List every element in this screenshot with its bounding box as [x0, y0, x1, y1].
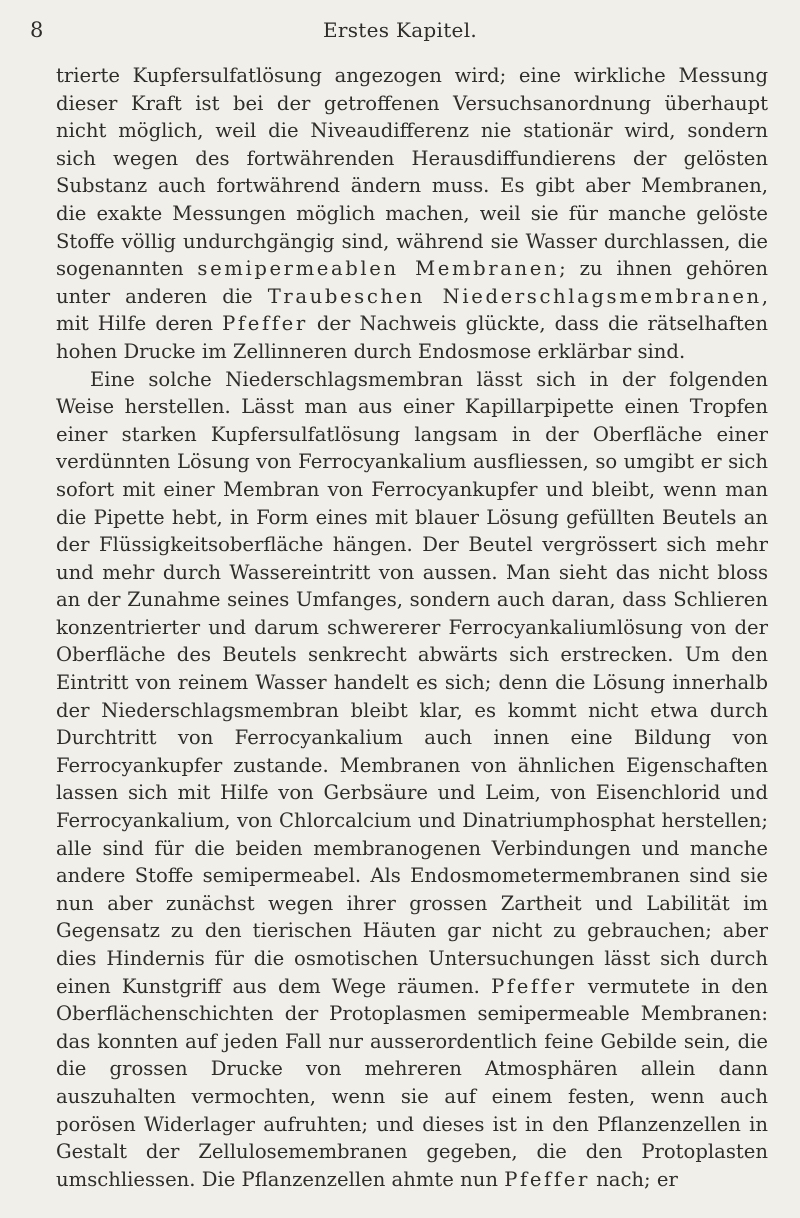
page-number: 8	[30, 18, 44, 42]
emphasized-text: Pfeffer	[491, 974, 577, 998]
text-segment: Eine solche Niederschlagsmembran lässt sich in der folgenden Weise herstellen. Lässt man aus einer Kapillarpipette einen Tropfen einer starken Kupfersulfatlösung langsam in der Oberfläche einer verdünnten Lösung von Ferrocyankalium ausfliessen, so umgibt er sich sofort mit einer Membran von Ferrocyankupfer und bleibt, wenn man die Pipette hebt, in Form eines mit blauer Lösung gefüllten Beutels an der Flüssigkeitsoberfläche hängen. Der Beutel vergrössert sich mehr und mehr durch Wassereintritt von aussen. Man sieht das nicht bloss an der Zunahme seines Umfanges, sondern auch daran, dass Schlieren konzentrierter und darum schwererer Ferrocyankaliumlösung von der Oberfläche des Beutels senkrecht abwärts sich erstrecken. Um den Eintritt von reinem Wasser handelt es sich; denn die Lösung innerhalb der Niederschlagsmembran bleibt klar, es kommt nicht etwa durch Durchtritt von Ferrocyankalium auch innen eine Bildung von Ferrocyankupfer zustande. Membranen von ähnlichen Eigenschaften lassen sich mit Hilfe von Gerbsäure und Leim, von Eisenchlorid und Ferrocyankalium, von Chlorcalcium und Dinatriumphosphat herstellen; alle sind für die beiden membranogenen Verbindungen und manche andere Stoffe semipermeabel. Als Endosmometermembranen sind sie nun aber zunächst wegen ihrer grossen Zartheit und Labilität im Gegensatz zu den tierischen Häuten gar nicht zu gebrauchen; aber dies Hindernis für die osmotischen Untersuchungen lässt sich durch einen Kunstgriff aus dem Wege räumen.	[56, 367, 768, 998]
text-segment: nach; er	[589, 1167, 678, 1191]
emphasized-text: Traubeschen Niederschlagsmembranen	[267, 284, 762, 308]
emphasized-text: Pfeffer	[504, 1167, 590, 1191]
text-segment: , mit Hilfe deren	[56, 284, 769, 336]
text-segment: der Nachweis glückte, dass die rätselhaften hohen Drucke im Zellinneren durch Endosmose erklärbar sind.	[56, 312, 768, 363]
text-segment: ; zu ihnen gehören unter anderen die	[56, 257, 768, 308]
paragraph	[56, 62, 768, 366]
text-segment: vermutete in den Oberflächenschichten der Protoplasmen semipermeable Membranen: das konnten auf jeden Fall nur ausserordentlich feine Gebilde sein, die die grossen Drucke von mehreren Atmosphären allein dann auszuhalten vermochten, wenn sie auf einem festen, wenn auch porösen Widerlager aufruhten; und dieses ist in den Pflanzenzellen in Gestalt der Zellulosemembranen gegeben, die den Protoplasten umschliessen. Die Pflanzenzellen ahmte nun	[56, 974, 769, 1191]
paragraph	[56, 366, 768, 1194]
text-segment: trierte Kupfersulfatlösung angezogen wird; eine wirkliche Messung dieser Kraft ist bei der getroffenen Versuchsanordnung überhaupt nicht möglich, weil die Niveaudifferenz nie stationär wird, sondern sich wegen des fortwährenden Herausdiffundierens der gelösten Substanz auch fortwährend ändern muss. Es gibt aber Membranen, die exakte Messungen möglich machen, weil sie für manche gelöste Stoffe völlig undurchgängig sind, während sie Wasser durchlassen, die sogenannten	[56, 64, 768, 281]
running-head: Erstes Kapitel.	[322, 18, 478, 42]
emphasized-text: semipermeablen Membranen	[197, 257, 560, 281]
emphasized-text: Pfeffer	[222, 312, 308, 336]
page-header	[0, 18, 800, 48]
body-text	[56, 62, 768, 1193]
